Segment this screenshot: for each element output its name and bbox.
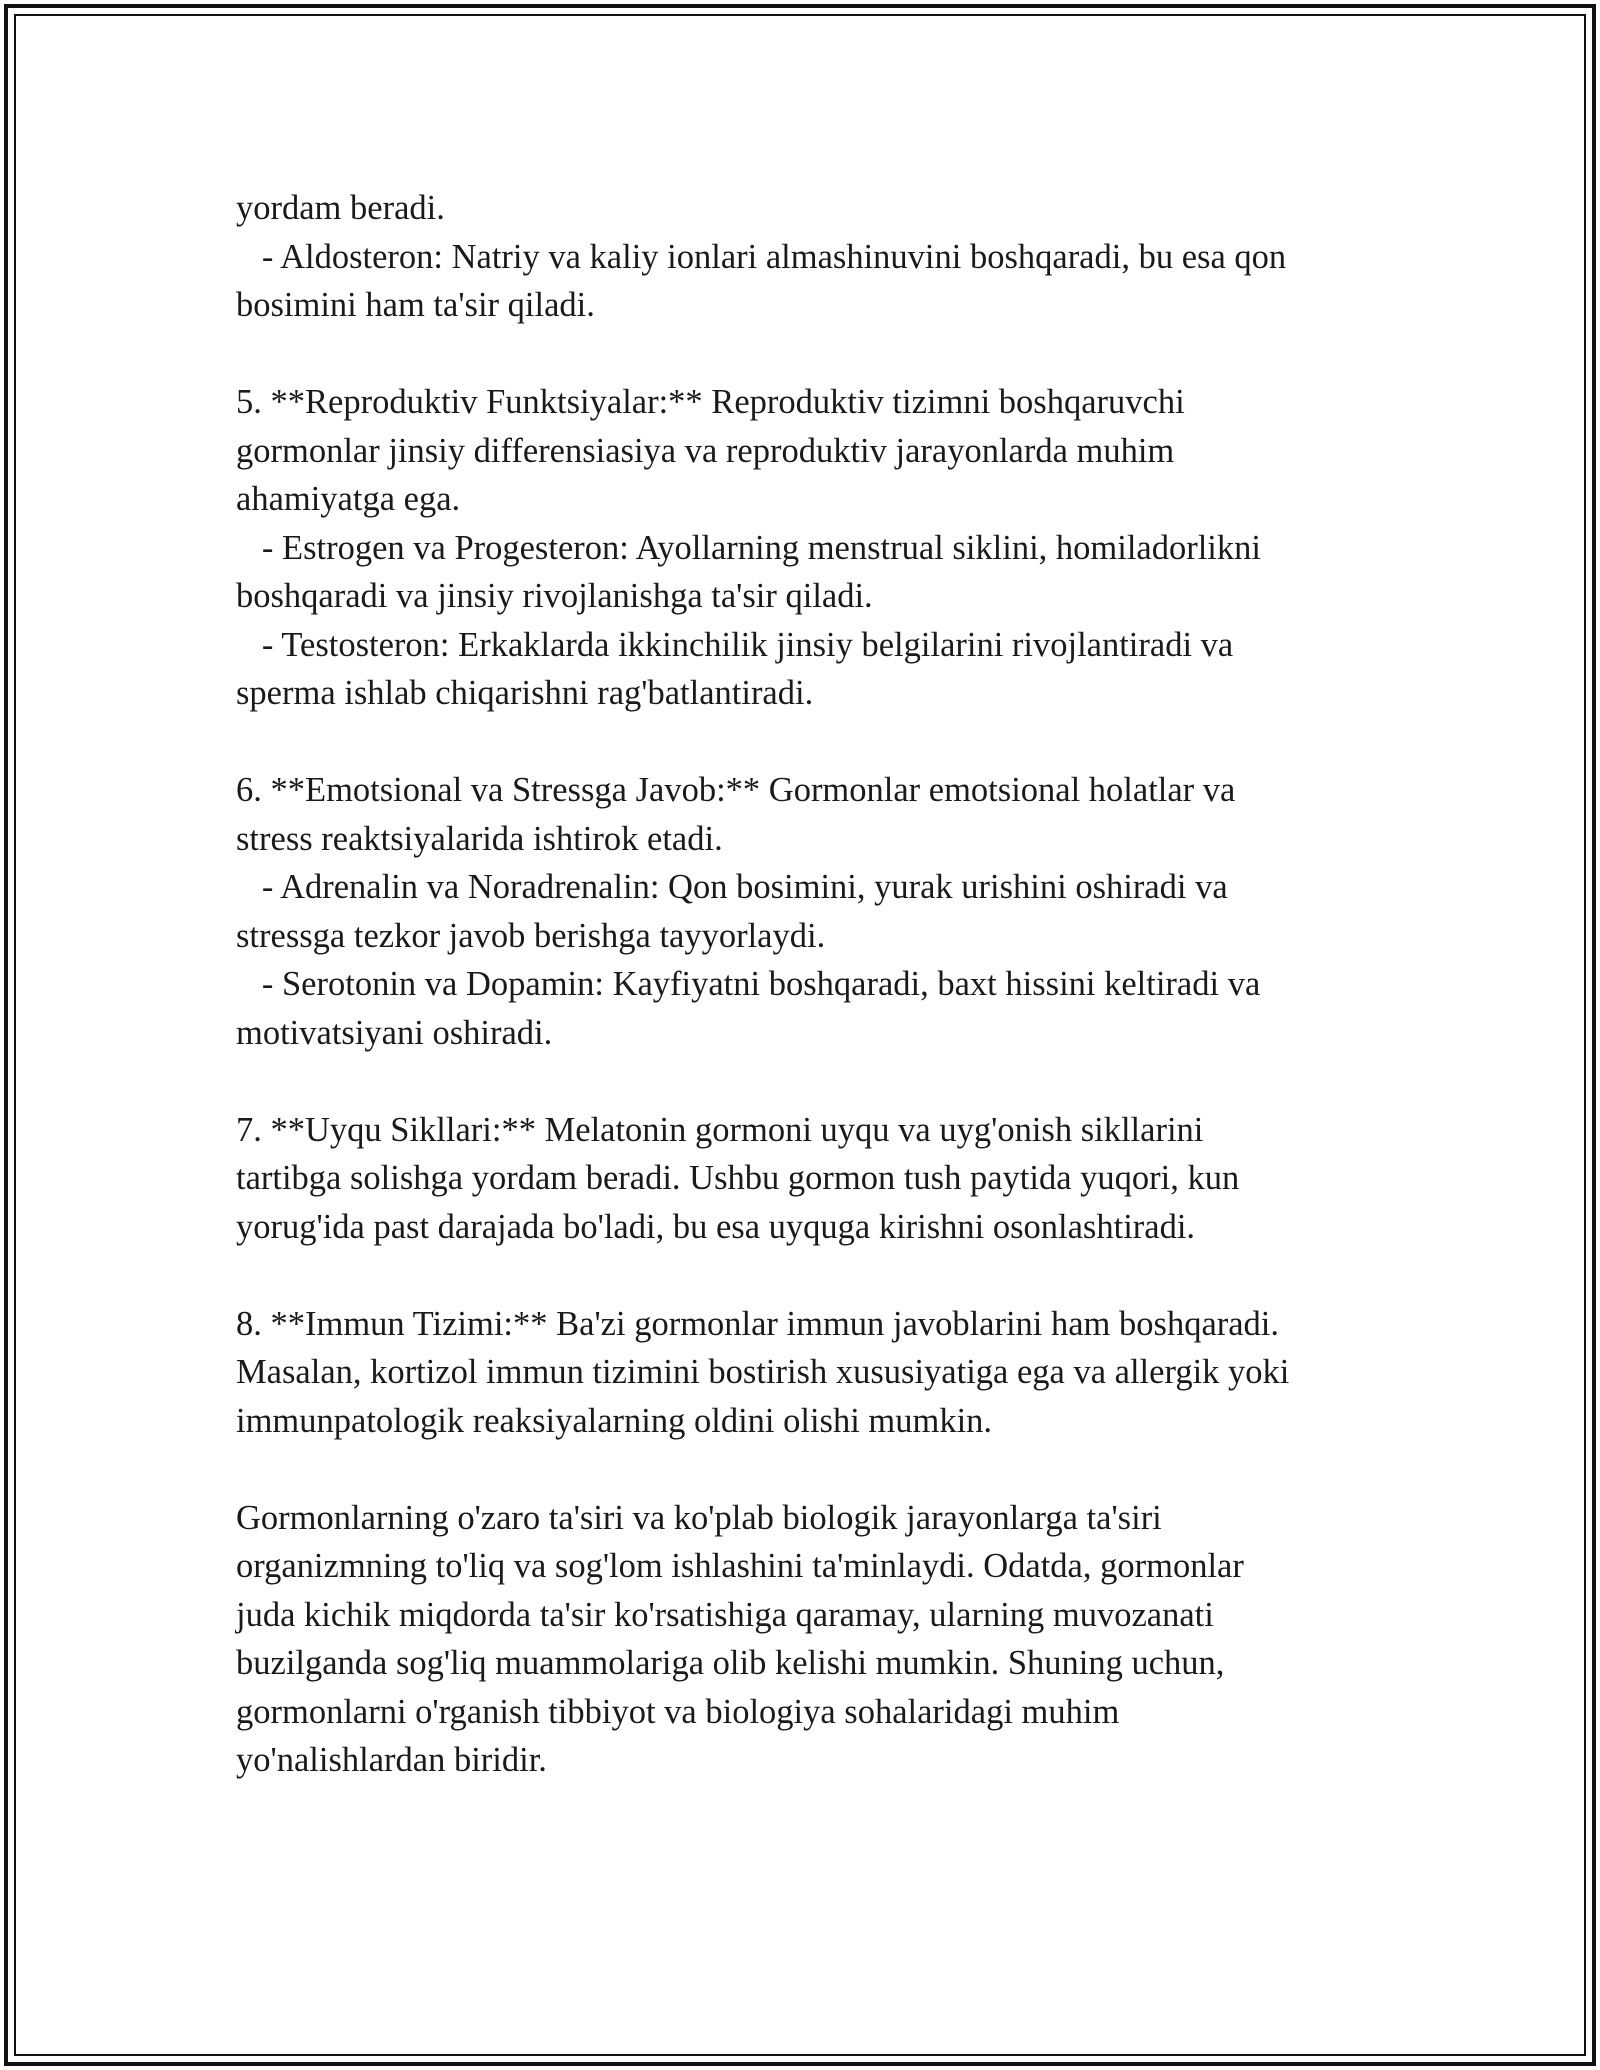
paragraph-gap [236,1057,1386,1106]
text-line: 7. **Uyqu Sikllari:** Melatonin gormoni uyqu va uyg'onish sikllarini [236,1110,1204,1149]
text-line: Gormonlarning o'zaro ta'siri va ko'plab biologik jarayonlarga ta'siri [236,1498,1162,1537]
text-line: - Adrenalin va Noradrenalin: Qon bosimini, yurak urishini oshiradi va [236,868,1228,906]
text-line: immunpatologik reaksiyalarning oldini olishi mumkin. [236,1401,993,1440]
document-body [236,184,1386,1785]
text-line: motivatsiyani oshiradi. [236,1013,553,1052]
paragraph-2 [236,378,1386,718]
paragraph-gap [236,1251,1386,1300]
text-line: gormonlarni o'rganish tibbiyot va biologiya sohalaridagi muhim [236,1692,1120,1731]
text-line: - Serotonin va Dopamin: Kayfiyatni boshqaradi, baxt hissini keltiradi va [236,965,1261,1003]
text-line: 8. **Immun Tizimi:** Ba'zi gormonlar immun javoblarini ham boshqaradi. [236,1304,1280,1343]
text-line: stress reaktsiyalarida ishtirok etadi. [236,819,723,858]
paragraph-gap [236,1445,1386,1494]
paragraph-4 [236,1106,1386,1252]
paragraph-gap [236,718,1386,767]
paragraph-gap [236,330,1386,379]
paragraph-3 [236,766,1386,1057]
text-line: - Estrogen va Progesteron: Ayollarning menstrual siklini, homiladorlikni [236,528,1261,567]
text-line: ahamiyatga ega. [236,480,461,518]
text-line: sperma ishlab chiqarishni rag'batlantiradi. [236,674,814,712]
text-line: 6. **Emotsional va Stressga Javob:** Gormonlar emotsional holatlar va [236,771,1236,809]
paragraph-6 [236,1494,1386,1785]
paragraph-5 [236,1300,1386,1446]
text-line: organizmning to'liq va sog'lom ishlashini ta'minlaydi. Odatda, gormonlar [236,1547,1244,1585]
text-line: - Aldosteron: Natriy va kaliy ionlari almashinuvini boshqaradi, bu esa qon [236,237,1287,276]
text-line: yordam beradi. [236,189,445,227]
text-line: stressga tezkor javob berishga tayyorlaydi. [236,916,826,955]
text-line: boshqaradi va jinsiy rivojlanishga ta'sir qiladi. [236,577,873,615]
paragraph-1 [236,184,1386,330]
text-line: yo'nalishlardan biridir. [236,1741,547,1779]
text-line: Masalan, kortizol immun tizimini bostirish xususiyatiga ega va allergik yoki [236,1353,1290,1391]
text-line: tartibga solishga yordam beradi. Ushbu gormon tush paytida yuqori, kun [236,1159,1240,1197]
text-line: 5. **Reproduktiv Funktsiyalar:** Reproduktiv tizimni boshqaruvchi [236,383,1185,421]
text-line: gormonlar jinsiy differensiasiya va reproduktiv jarayonlarda muhim [236,431,1175,470]
text-line: - Testosteron: Erkaklarda ikkinchilik jinsiy belgilarini rivojlantiradi va [236,625,1234,664]
text-line: buzilganda sog'liq muammolariga olib kelishi mumkin. Shuning uchun, [236,1644,1225,1682]
text-line: juda kichik miqdorda ta'sir ko'rsatishiga qaramay, ularning muvozanati [236,1595,1214,1634]
text-line: bosimini ham ta'sir qiladi. [236,286,595,324]
text-line: yorug'ida past darajada bo'ladi, bu esa uyquga kirishni osonlashtiradi. [236,1207,1196,1246]
